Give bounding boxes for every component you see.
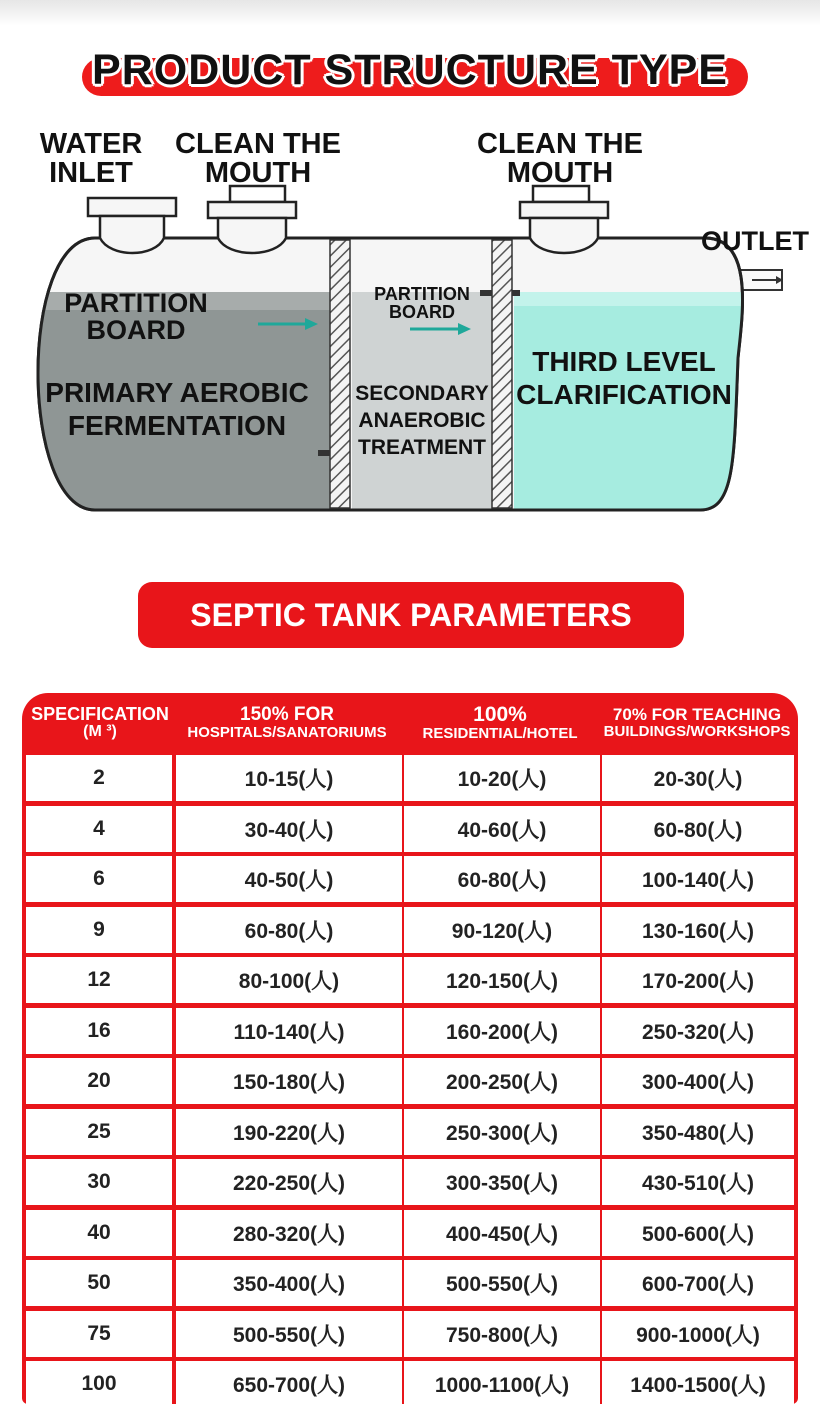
- column-header-line1: SPECIFICATION: [31, 704, 169, 725]
- water-inlet-label: WATER INLET: [39, 128, 143, 189]
- table-row: [26, 1210, 794, 1256]
- table-row: [26, 907, 794, 953]
- cell-hospitals: 350-400(人): [176, 1260, 402, 1306]
- cell-specification: 75: [26, 1311, 172, 1357]
- column-header-line1: 100%: [473, 703, 527, 727]
- cell-hospitals: 220-250(人): [176, 1159, 402, 1205]
- cell-hospitals: 110-140(人): [176, 1008, 402, 1054]
- column-header-line2: (M ³): [83, 723, 117, 741]
- cell-specification: 4: [26, 806, 172, 852]
- cell-hospitals: 150-180(人): [176, 1058, 402, 1104]
- cell-specification: 50: [26, 1260, 172, 1306]
- page-title: PRODUCT STRUCTURE TYPE: [92, 46, 728, 94]
- cell-teaching: 500-600(人): [602, 1210, 794, 1256]
- cell-residential: 250-300(人): [404, 1109, 600, 1155]
- cell-teaching: 250-320(人): [602, 1008, 794, 1054]
- cell-residential: 120-150(人): [404, 957, 600, 1003]
- cell-specification: 40: [26, 1210, 172, 1256]
- primary-zone-label: PRIMARY AEROBIC FERMENTATION: [45, 377, 309, 442]
- partition-board-1: [330, 240, 350, 508]
- partition-board-label-2: PARTITION BOARD: [374, 284, 470, 322]
- cell-specification: 20: [26, 1058, 172, 1104]
- cell-residential: 750-800(人): [404, 1311, 600, 1357]
- cell-hospitals: 280-320(人): [176, 1210, 402, 1256]
- cell-hospitals: 40-50(人): [176, 856, 402, 902]
- column-header-line1: 150% FOR: [240, 704, 334, 726]
- cell-residential: 200-250(人): [404, 1058, 600, 1104]
- clean-mouth-riser-1: [208, 186, 296, 253]
- table-header: [22, 693, 798, 753]
- table-row: [26, 806, 794, 852]
- cell-specification: 6: [26, 856, 172, 902]
- cell-residential: 1000-1100(人): [404, 1361, 600, 1407]
- column-header-residential: [402, 693, 598, 753]
- cell-hospitals: 60-80(人): [176, 907, 402, 953]
- cell-specification: 9: [26, 907, 172, 953]
- table-row: [26, 856, 794, 902]
- clean-mouth-label-2: CLEAN THE MOUTH: [477, 128, 643, 189]
- cell-hospitals: 500-550(人): [176, 1311, 402, 1357]
- table-row: [26, 1361, 794, 1407]
- clean-mouth-label-1: CLEAN THE MOUTH: [175, 128, 341, 189]
- secondary-zone-label: SECONDARY ANAEROBIC TREATMENT: [355, 382, 489, 459]
- table-row: [26, 1008, 794, 1054]
- table-row: [26, 755, 794, 801]
- partition-board-2: [492, 240, 512, 508]
- column-header-teaching: [600, 693, 794, 753]
- column-header-line2: BUILDINGS/WORKSHOPS: [603, 723, 791, 741]
- cell-residential: 500-550(人): [404, 1260, 600, 1306]
- cell-specification: 100: [26, 1361, 172, 1407]
- column-header-hospitals: [174, 693, 400, 753]
- cell-teaching: 430-510(人): [602, 1159, 794, 1205]
- partition-board-label-1: PARTITION BOARD: [64, 288, 208, 345]
- top-shade: [0, 0, 820, 26]
- cell-specification: 25: [26, 1109, 172, 1155]
- cell-residential: 40-60(人): [404, 806, 600, 852]
- parameters-table: [22, 693, 798, 1404]
- column-header-line1: 70% FOR TEACHING: [612, 705, 782, 725]
- cell-residential: 10-20(人): [404, 755, 600, 801]
- cell-specification: 30: [26, 1159, 172, 1205]
- column-header-specification: [26, 693, 174, 753]
- cell-specification: 2: [26, 755, 172, 801]
- cell-teaching: 20-30(人): [602, 755, 794, 801]
- cell-teaching: 130-160(人): [602, 907, 794, 953]
- cell-residential: 300-350(人): [404, 1159, 600, 1205]
- cell-teaching: 170-200(人): [602, 957, 794, 1003]
- table-row: [26, 1311, 794, 1357]
- cell-residential: 160-200(人): [404, 1008, 600, 1054]
- cell-teaching: 1400-1500(人): [602, 1361, 794, 1407]
- cell-teaching: 100-140(人): [602, 856, 794, 902]
- table-row: [26, 1159, 794, 1205]
- cell-hospitals: 190-220(人): [176, 1109, 402, 1155]
- cell-residential: 90-120(人): [404, 907, 600, 953]
- cell-hospitals: 650-700(人): [176, 1361, 402, 1407]
- cell-teaching: 300-400(人): [602, 1058, 794, 1104]
- cell-teaching: 600-700(人): [602, 1260, 794, 1306]
- cell-teaching: 900-1000(人): [602, 1311, 794, 1357]
- parameters-banner: SEPTIC TANK PARAMETERS: [138, 582, 684, 648]
- cell-hospitals: 10-15(人): [176, 755, 402, 801]
- cell-residential: 60-80(人): [404, 856, 600, 902]
- outlet-label: OUTLET: [701, 226, 809, 256]
- third-zone-label: THIRD LEVEL CLARIFICATION: [516, 346, 732, 411]
- table-row: [26, 1109, 794, 1155]
- cell-teaching: 60-80(人): [602, 806, 794, 852]
- cell-hospitals: 80-100(人): [176, 957, 402, 1003]
- table-row: [26, 957, 794, 1003]
- table-row: [26, 1058, 794, 1104]
- column-header-line2: HOSPITALS/SANATORIUMS: [187, 724, 387, 742]
- table-row: [26, 1260, 794, 1306]
- cell-specification: 12: [26, 957, 172, 1003]
- column-header-line2: RESIDENTIAL/HOTEL: [422, 725, 578, 743]
- cell-specification: 16: [26, 1008, 172, 1054]
- cell-residential: 400-450(人): [404, 1210, 600, 1256]
- cell-hospitals: 30-40(人): [176, 806, 402, 852]
- cell-teaching: 350-480(人): [602, 1109, 794, 1155]
- clean-mouth-riser-2: [520, 186, 608, 253]
